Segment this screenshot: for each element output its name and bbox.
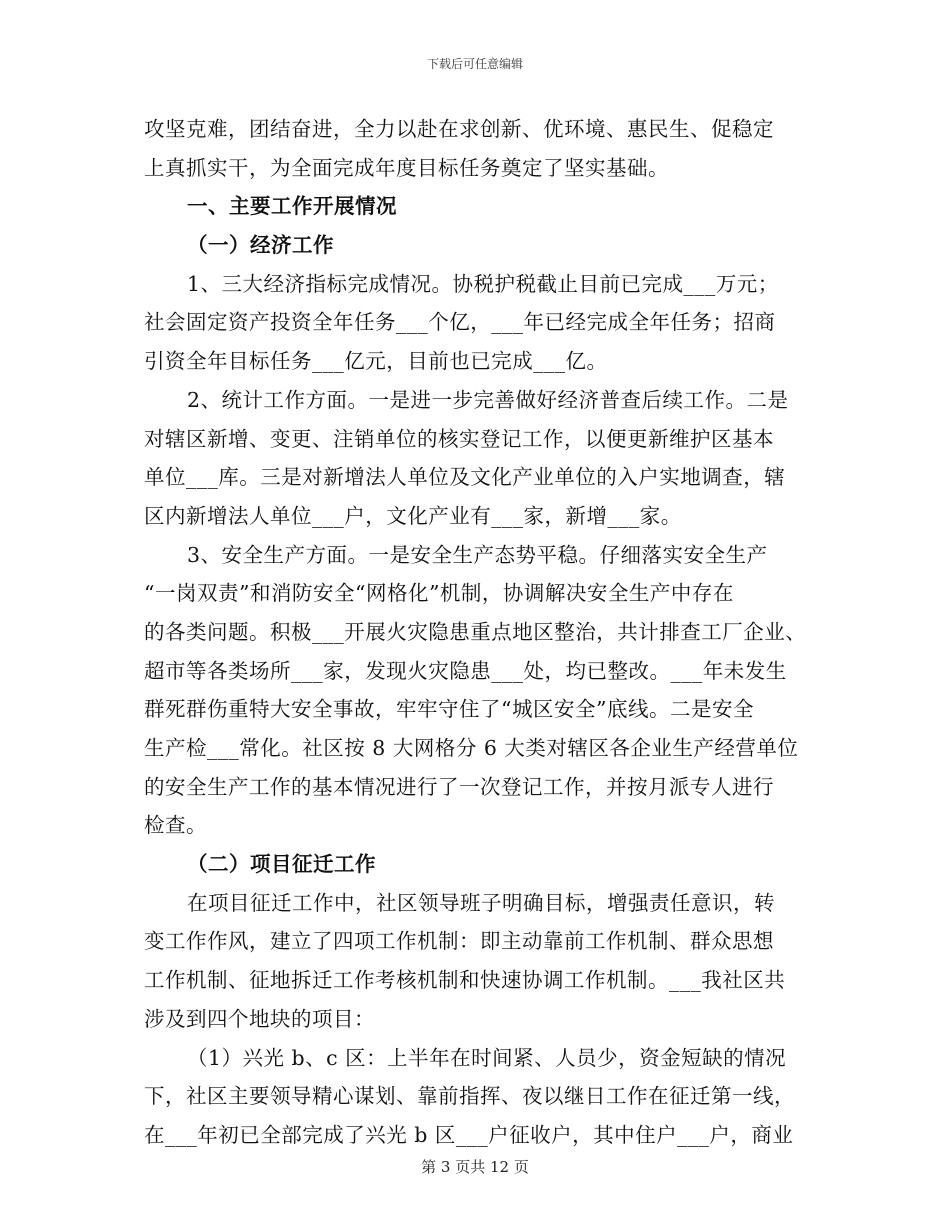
text-line: 单位___库。三是对新增法人单位及文化产业单位的入户实地调查，辖 bbox=[144, 465, 786, 490]
text-line: 1、三大经济指标完成情况。协税护税截止目前已完成___万元； bbox=[187, 271, 779, 296]
text-line: 在___年初已全部完成了兴光 b 区___户征收户，其中住户___户，商业 bbox=[144, 1122, 794, 1147]
text-line: 对辖区新增、变更、注销单位的核实登记工作，以便更新维护区基本 bbox=[144, 426, 774, 451]
text-line: “一岗双责”和消防安全“网格化”机制，协调解决安全生产中存在 bbox=[144, 581, 734, 606]
text-line: 工作机制、征地拆迁工作考核机制和快速协调工作机制。___我社区共 bbox=[144, 968, 786, 993]
section-heading: （二）项目征迁工作 bbox=[187, 852, 376, 877]
text-line: 检查。 bbox=[144, 813, 207, 838]
text-line: 下，社区主要领导精心谋划、靠前指挥、夜以继日工作在征迁第一线， bbox=[144, 1084, 795, 1109]
text-line: 引资全年目标任务___亿元，目前也已完成___亿。 bbox=[144, 349, 608, 374]
text-line: 超市等各类场所___家，发现火灾隐患___处，均已整改。___年未发生 bbox=[144, 658, 787, 683]
text-line: 群死群伤重特大安全事故，牢牢守住了“城区安全”底线。二是安全 bbox=[144, 697, 754, 722]
text-line: 区内新增法人单位___户，文化产业有___家，新增___家。 bbox=[144, 503, 682, 528]
text-line: 攻坚克难，团结奋进，全力以赴在求创新、优环境、惠民生、促稳定 bbox=[144, 117, 774, 141]
text-line: 上真抓实干，为全面完成年度目标任务奠定了坚实基础。 bbox=[144, 155, 669, 180]
page-header: 下载后可任意编辑 bbox=[426, 57, 523, 71]
text-line: 的安全生产工作的基本情况进行了一次登记工作，并按月派专人进行 bbox=[144, 774, 774, 799]
text-line: 3、安全生产方面。一是安全生产态势平稳。仔细落实安全生产 bbox=[187, 542, 768, 567]
text-line: （1）兴光 b、c 区：上半年在时间紧、人员少，资金短缺的情况 bbox=[187, 1045, 787, 1070]
text-line: 2、统计工作方面。一是进一步完善做好经济普查后续工作。二是 bbox=[187, 387, 789, 412]
text-line: 生产检___常化。社区按 8 大网格分 6 大类对辖区各企业生产经营单位 bbox=[144, 736, 799, 760]
section-heading: （一）经济工作 bbox=[187, 233, 334, 258]
page-footer: 第 3 页共 12 页 bbox=[421, 1158, 529, 1176]
text-line: 在项目征迁工作中，社区领导班子明确目标，增强责任意识，转 bbox=[187, 890, 775, 915]
section-heading: 一、主要工作开展情况 bbox=[187, 194, 397, 219]
text-line: 的各类问题。积极___开展火灾隐患重点地区整治，共计排查工厂企业、 bbox=[144, 619, 807, 644]
text-line: 社会固定资产投资全年任务___个亿，___年已经完成全年任务；招商 bbox=[144, 310, 776, 335]
text-line: 变工作作风，建立了四项工作机制：即主动靠前工作机制、群众思想 bbox=[144, 929, 774, 954]
document-body bbox=[144, 110, 814, 1155]
text-line: 涉及到四个地块的项目： bbox=[144, 1006, 375, 1031]
